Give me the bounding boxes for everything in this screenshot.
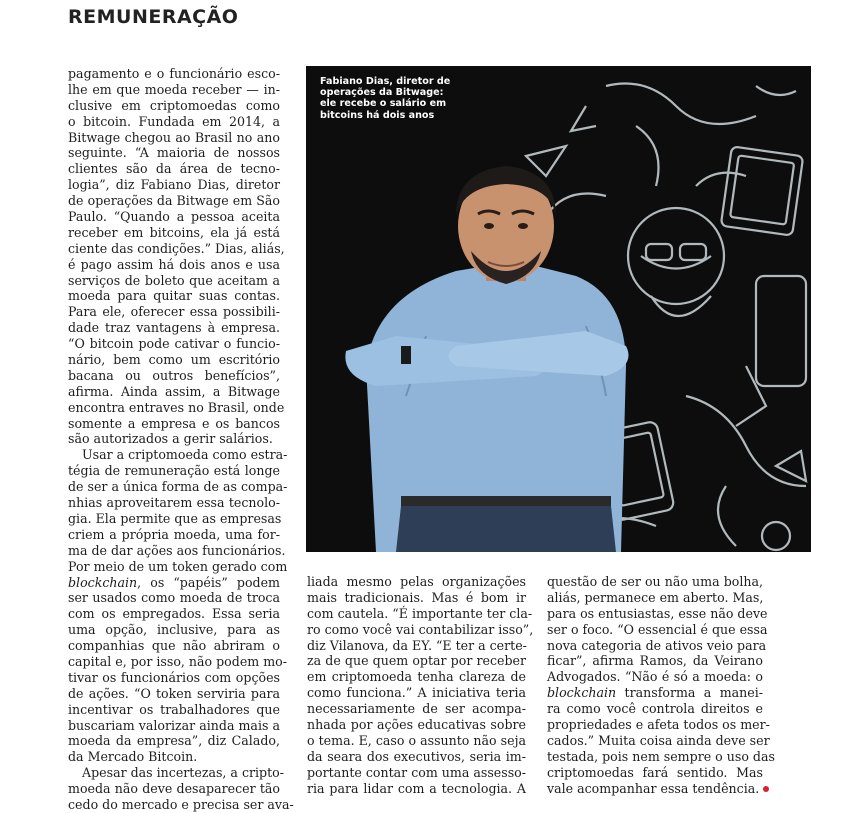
text-line: necessariamente de ser acompa- — [307, 701, 526, 717]
text-line: o bitcoin. Fundada em 2014, a — [68, 113, 280, 129]
text-line: “O bitcoin pode cativar o funcio- — [68, 336, 280, 352]
text-line: uma opção, inclusive, para as — [68, 622, 280, 638]
text-line: ciente das condições.” Dias, aliás, — [68, 240, 285, 256]
text-line: Por meio de um token gerado com — [68, 558, 288, 574]
text-line: cados.” Muita coisa ainda deve ser — [547, 732, 770, 748]
text-line: cedo do mercado e precisa ser ava- — [68, 796, 294, 812]
text-line: tivar os funcionários com opções — [68, 669, 280, 685]
text-line: companhias que não abriram o — [68, 638, 280, 654]
text-line: pagamento e o funcionário esco- — [68, 66, 280, 81]
text-line: diz Vilanova, da EY. “E ter a certe- — [307, 637, 527, 653]
text-line: capital e, por isso, não podem mo- — [68, 653, 288, 669]
article-column-3 — [547, 574, 775, 796]
photo-caption: Fabiano Dias, diretor de operações da Bitwage: ele recebe o salário em bitcoins há dois anos — [320, 76, 451, 121]
text-line: questão de ser ou não uma bolha, — [547, 574, 763, 589]
text-line: como funciona.” A iniciativa teria — [307, 685, 526, 701]
text-line: Usar a criptomoeda como estra- — [82, 447, 288, 463]
text-line: clusive em criptomoedas como — [68, 97, 280, 113]
text-line: somente a empresa e os bancos — [68, 415, 280, 431]
article-column-2 — [307, 574, 534, 796]
text-line: testada, pois nem sempre o uso das — [547, 748, 775, 764]
text-line: moeda não deve desaparecer tão — [68, 781, 280, 797]
text-line: blockchain transforma a manei- — [547, 685, 763, 701]
text-line: lhe em que moeda receber — in- — [68, 81, 280, 97]
text-line: propriedades e afeta todos os mer- — [547, 717, 770, 733]
photo-illustration — [306, 66, 811, 552]
text-line: nário, bem como um escritório — [68, 352, 280, 368]
text-line: em criptomoeda tenha clareza de — [307, 669, 526, 685]
text-line: Para ele, oferecer essa possibili- — [68, 304, 280, 320]
text-line: serviços de boleto que aceitam a — [68, 272, 280, 288]
text-line: buscariam valorizar ainda mais a — [68, 717, 280, 733]
text-line: blockchain, os “papéis” podem — [68, 574, 280, 590]
text-line: gia. Ela permite que as empresas — [68, 510, 282, 526]
text-line: ria para lidar com a tecnologia. A — [307, 780, 526, 796]
text-line: são autorizados a gerir salários. — [68, 431, 273, 447]
text-line: ser o foco. “O essencial é que essa — [547, 621, 768, 637]
text-line: moeda da empresa”, diz Calado, — [68, 733, 280, 749]
text-line: dade traz vantagens à empresa. — [68, 320, 280, 336]
text-line: nhias aproveitarem essa tecnolo- — [68, 495, 280, 511]
end-of-article-dot — [763, 786, 769, 792]
text-line: ser usados como moeda de troca — [68, 590, 280, 606]
text-line: moeda para quitar suas contas. — [68, 288, 280, 304]
text-line: Paulo. “Quando a pessoa aceita — [68, 209, 280, 225]
text-line: receber em bitcoins, ela já está — [68, 224, 280, 240]
text-line: é pago assim há dois anos e usa — [68, 256, 280, 272]
text-line: de ser a única forma de as compa- — [68, 479, 288, 495]
text-line: za de que quem optar por receber — [307, 653, 526, 669]
text-line: logia”, diz Fabiano Dias, diretor — [68, 177, 280, 193]
text-line: com cautela. “É importante ter cla- — [307, 605, 533, 621]
text-line: ficar”, afirma Ramos, da Veirano — [547, 653, 763, 669]
text-line: de operações da Bitwage em São — [68, 193, 280, 209]
portrait-photo — [306, 66, 811, 552]
text-line: de ações. “O token serviria para — [68, 685, 280, 701]
text-line: encontra entraves no Brasil, onde — [68, 399, 285, 415]
text-line: aliás, permanece em aberto. Mas, — [547, 589, 764, 605]
text-line: com os empregados. Essa seria — [68, 606, 280, 622]
text-line: ma de dar ações aos funcionários. — [68, 542, 286, 558]
text-line: seguinte. “A maioria de nossos — [68, 145, 280, 161]
text-line: da Mercado Bitcoin. — [68, 749, 198, 765]
text-line: para os entusiastas, esse não deve — [547, 605, 768, 621]
text-line: ro como você vai contabilizar isso”, — [307, 621, 534, 637]
section-title: REMUNERAÇÃO — [68, 6, 239, 28]
text-line: criptomoedas fará sentido. Mas — [547, 764, 763, 780]
text-line: da seara dos executivos, seria im- — [307, 748, 526, 764]
article-column-1 — [68, 66, 294, 813]
text-line: nhada por ações educativas sobre — [307, 717, 526, 733]
text-line: bacana ou outros benefícios”, — [68, 367, 280, 383]
text-line: nova categoria de ativos veio para — [547, 637, 767, 653]
text-line: afirma. Ainda assim, a Bitwage — [68, 383, 280, 399]
text-line: ra como você controla direitos e — [547, 701, 763, 717]
text-line: criem a própria moeda, uma for- — [68, 526, 280, 542]
text-line: Bitwage chegou ao Brasil no ano — [68, 129, 280, 145]
text-line: vale acompanhar essa tendência. — [547, 781, 763, 797]
text-line: Apesar das incertezas, a cripto- — [82, 765, 285, 781]
text-line: clientes são da área de tecno- — [68, 161, 280, 177]
text-line: o tema. E, caso o assunto não seja — [307, 732, 526, 748]
text-line: portante contar com uma assesso- — [307, 764, 526, 780]
text-line: incentivar os trabalhadores que — [68, 701, 280, 717]
text-line: Advogados. “Não é só a moeda: o — [547, 669, 763, 685]
text-line: liada mesmo pelas organizações — [307, 574, 526, 589]
text-line: mais tradicionais. Mas é bom ir — [307, 589, 526, 605]
text-line: tégia de remuneração está longe — [68, 463, 280, 479]
